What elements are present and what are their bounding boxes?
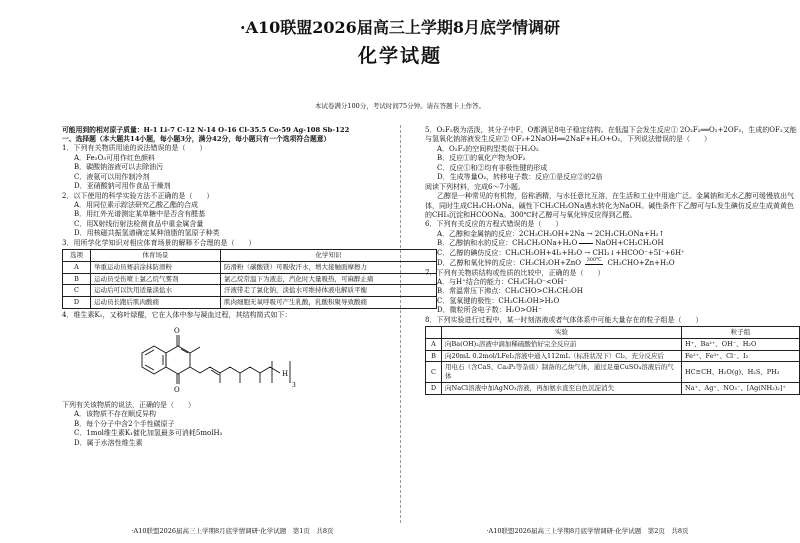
q2-option-c: C．用X射线衍射法检测食品中重金属含量 — [74, 219, 204, 228]
q8-header-particles: 粒子组 — [682, 327, 800, 339]
q3-header-knowledge: 化学知识 — [221, 250, 437, 262]
reading-instruction: 阅读下列材料，完成6～7小题。 — [425, 182, 525, 191]
question-5 — [425, 126, 800, 183]
q3-header-option: 选项 — [63, 250, 91, 262]
left-column — [62, 126, 437, 448]
table-cell: A — [63, 261, 91, 273]
vitamin-k1-structure — [132, 323, 302, 395]
table-cell: 氯乙烷常温下为液态，汽化时大量吸热，可麻醉止痛 — [221, 273, 437, 285]
q6-b-left: B．乙醇钠和水的反应：CH₃CH₂ONa+H₂O — [437, 239, 578, 248]
q4-option-a: A．该物质不存在顺反异构 — [74, 410, 157, 419]
q4-stem: 4．维生素K₁，又称叶绿醌，它在人体中参与凝血过程，其结构简式如下： — [62, 310, 292, 319]
table-cell: D — [426, 383, 442, 395]
q7-option-a: A．与H⁺结合的能力：CH₃CH₂O⁻<OH⁻ — [437, 278, 568, 286]
q6-option-d — [425, 258, 800, 268]
table-row — [426, 362, 800, 383]
q3-header-scene: 体育场景 — [91, 250, 221, 262]
q1-option-b: B．碳酸钠溶液可以去除油污 — [74, 163, 164, 172]
table-cell: 防滑粉（碳酸镁）可吸收汗水，增大接触面摩擦力 — [221, 261, 437, 273]
q1-stem: 1．下列有关物质用途的说法错误的是（ ） — [62, 144, 207, 153]
q8-header-row — [426, 327, 800, 339]
section-heading: 一、选择题（本大题共14小题，每小题3分，满分42分，每小题只有一个选项符合题意） — [62, 135, 331, 144]
q2-option-b: B．用红外光谱测定某单糖中是否含有醛基 — [74, 210, 206, 219]
table-cell: HC≡CH、H₂O(g)、H₂S、PH₃ — [682, 362, 800, 383]
question-2 — [62, 192, 437, 239]
oxygen-top-label: O — [174, 327, 180, 336]
q5-option-b: B．反应①的氧化产物为OF₂ — [437, 154, 526, 163]
table-cell: 举重运动员赛前涂抹防滑粉 — [91, 261, 221, 273]
question-6 — [425, 220, 800, 268]
q8-table — [425, 326, 800, 395]
q5-option-d: D．生成等量O₂，转移电子数：反应①是反应②的2倍 — [437, 173, 603, 182]
q6-option-b — [425, 239, 800, 248]
table-cell: B — [426, 350, 442, 362]
table-cell: 向Ba(OH)₂溶液中滴加稀硫酸恰好完全反应前 — [442, 338, 682, 350]
exam-note: 本试卷满分100分，考试时间75分钟。请在答题卡上作答。 — [314, 102, 486, 110]
reaction-arrow — [579, 243, 593, 244]
question-8 — [425, 316, 800, 395]
q4-sub-stem: 下列有关该物质的说法，正确的是（ ） — [62, 400, 195, 409]
q5-option-c: C．反应①和②均有非极性键的形成 — [437, 163, 548, 172]
q3-table — [62, 249, 437, 309]
footer-page-1: ·A10联盟2026届高三上学期8月底学情调研·化学试题 第1页 共8页 — [131, 527, 334, 535]
table-row — [426, 338, 800, 350]
table-cell: A — [426, 338, 442, 350]
table-cell: H⁺、Ba²⁺、OH⁻、H₂O — [682, 338, 800, 350]
q7-stem: 7．下列有关物质结构或性质的比较中，正确的是（ ） — [425, 268, 605, 277]
table-cell: C — [426, 362, 442, 383]
q2-stem: 2．以下使用的科学实验方法不正确的是（ ） — [62, 191, 214, 200]
oxygen-bottom-label: O — [174, 386, 180, 395]
table-cell: 汗液带走了氯化钠，淡盐水可维持体液电解质平衡 — [221, 285, 437, 297]
table-cell: C — [63, 285, 91, 297]
condition-text: 300℃ — [586, 257, 602, 264]
table-cell: 运动后可以饮用适量淡盐水 — [91, 285, 221, 297]
right-column — [425, 126, 800, 397]
table-cell: 向20mL 0.2mol/LFeI₂溶液中通入112mL（标准状况下）Cl₂，充分反应后 — [442, 350, 682, 362]
q1-option-d: D．亚硝酸钠可用作食品干燥剂 — [74, 182, 171, 191]
reaction-arrow — [585, 264, 603, 265]
q8-header-experiment: 实验 — [442, 327, 682, 339]
table-row — [63, 297, 437, 309]
table-row — [426, 383, 800, 395]
q4-option-b: B．每个分子中含2个手性碳原子 — [74, 419, 175, 428]
table-cell: 运动员受伤喷上氯乙烷气雾剂 — [91, 273, 221, 285]
q3-stem: 3．用所学化学知识对相应体育场景的解释不合理的是（ ） — [62, 238, 256, 247]
footer-page-2: ·A10联盟2026届高三上学期8月底学情调研·化学试题 第2页 共8页 — [486, 527, 689, 535]
table-cell: 运动员长跑后肌肉酸痛 — [91, 297, 221, 309]
q7-option-d: D．微粒所含电子数：H₂O>OH⁻ — [437, 306, 542, 315]
question-4 — [62, 311, 437, 448]
q7-option-c: C．氢氧键的极性：CH₃CH₂OH>H₂O — [437, 296, 560, 305]
q1-option-a: A．Fe₂O₃可用作红色颜料 — [74, 153, 156, 162]
q6-stem: 6．下列有关反应的方程式错误的是（ ） — [425, 220, 563, 229]
q5-stem: 5．O₂F₂极为活泼，其分子中F、O都满足8电子稳定结构。在低温下会发生反应① 2O₂F₂══O₂+2OF₂，生成的OF₂又能与氢氧化钠溶液发生反应② OF₂+2NaOH══2NaF+H₂O+O₂，下列说法错误的是（ ） — [425, 126, 797, 144]
q2-option-d: D．用核磁共振氢谱确定某种油脂的氢原子种类 — [74, 229, 220, 238]
q1-option-c: C．液氨可以用作制冷剂 — [74, 172, 150, 181]
exam-title: ·A10联盟2026届高三上学期8月底学情调研 — [240, 18, 560, 37]
table-cell: 向NaCl溶液中加AgNO₃溶液，再加氨水直至白色沉淀消失 — [442, 383, 682, 395]
table-cell: 肌肉细胞无氧呼吸可产生乳酸，乳酸积聚导致酸痛 — [221, 297, 437, 309]
table-cell: Fe²⁺、Fe³⁺、Cl⁻、I₂ — [682, 350, 800, 362]
table-cell: 用电石（含CaS、Ca₃P₂等杂质）制备的乙炔气体，通过足量CuSO₄溶液后的气体 — [442, 362, 682, 383]
terminal-hydrogen-label: H — [282, 370, 289, 379]
q6-d-right: CH₃CHO+Zn+H₂O — [607, 259, 675, 268]
repeat-subscript: 3 — [292, 382, 296, 390]
q6-option-a: A．乙醇和金属钠的反应：2CH₃CH₂OH+2Na → 2CH₃CH₂ONa+H₂↑ — [437, 229, 665, 238]
table-cell: Na⁺、Ag⁺、NO₃⁻、[Ag(NH₃)₂]⁺ — [682, 383, 800, 395]
exam-subtitle: 化学试题 — [357, 45, 442, 67]
q7-option-b: B．常温常压下沸点：CH₃CHO>CH₃CH₂OH — [437, 287, 583, 296]
reading-material: 乙醇是一种常见的有机物，俗称酒精，与水任意比互溶，在生活和工业中用途广泛。金属钠和无水乙醇可缓慢放出气体，同时生成CH₃CH₂ONa。碱性下CH₃CH₂ONa遇水转化为NaOH。碱性条件下乙醇可与I₂发生碘仿反应生成黄黄色的CHI₃沉淀和HCOONa。300℃时乙醇可与氧化锌反应得到乙醛。 — [425, 192, 794, 219]
table-cell: B — [63, 273, 91, 285]
atomic-mass-line: 可能用到的相对原子质量：H-1 Li-7 C-12 N-14 O-16 Cl-35.5 Co-59 Ag-108 Sb-122 — [62, 126, 350, 134]
question-3 — [62, 239, 437, 309]
table-row — [63, 285, 437, 297]
table-row — [426, 350, 800, 362]
table-row — [63, 261, 437, 273]
question-1 — [62, 144, 437, 191]
q8-stem: 8．下列实验进行过程中，某一时刻溶液或者气体体系中可能大量存在的粒子组是（ ） — [425, 315, 703, 324]
q5-option-a: A．O₂F₂的空间构型类似于H₂O₂ — [437, 144, 539, 153]
q3-header-row — [63, 250, 437, 262]
reaction-condition — [583, 258, 605, 268]
q8-header-option — [426, 327, 442, 339]
table-cell: D — [63, 297, 91, 309]
q6-option-c: C．乙醇的碘仿反应：CH₃CH₂OH+4I₂+H₂O → CHI₃↓+HCOO⁻+5I⁻+6H⁺ — [437, 248, 685, 257]
q4-option-c: C．1mol维生素K₁催化加氢最多可消耗5molH₂ — [74, 429, 223, 438]
q6-b-right: NaOH+CH₃CH₂OH — [595, 239, 664, 248]
question-7 — [425, 269, 800, 316]
q6-d-left: D．乙醇和氧化锌的反应：CH₃CH₂OH+ZnO — [437, 259, 581, 268]
table-row — [63, 273, 437, 285]
q4-option-d: D．属于水溶性维生素 — [74, 438, 143, 447]
q2-option-a: A．用同位素示踪法研究乙酸乙酯的合成 — [74, 200, 199, 209]
